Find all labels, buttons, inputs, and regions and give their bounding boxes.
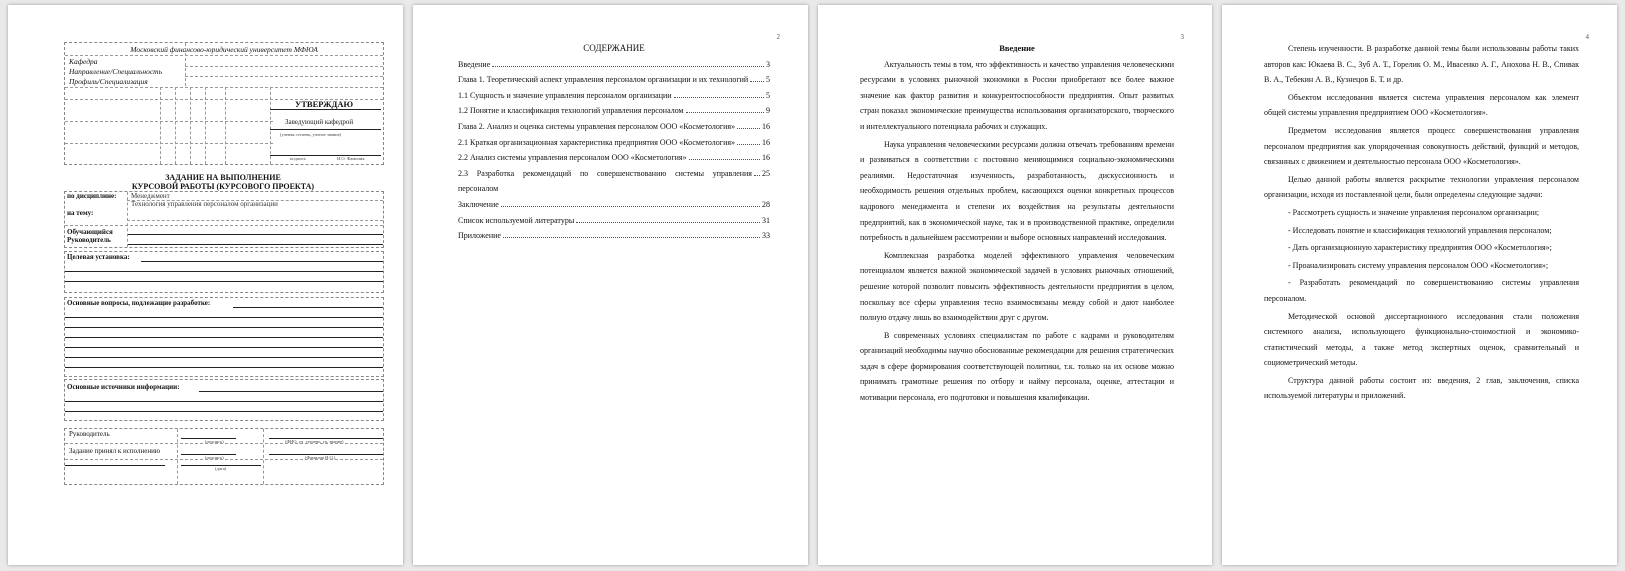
university-name: Московский финансово-юридический университет МФЮА [130,45,318,54]
toc-entry-text: 2.3 Разработка рекомендаций по совершенствованию системы управления персоналом [458,168,752,194]
toc-page-number: 25 [762,168,770,178]
toc-list [458,57,770,244]
task-item: - Дать организационную характеристику предприятия ООО «Косметология»; [1288,243,1552,253]
toc-page-number: 33 [762,231,770,241]
task-item: - Проанализировать систему управления персоналом ООО «Косметология»; [1288,260,1549,270]
paragraph: Комплексная разработка моделей эффективного управления человеческим потенциалом является важной экономической задачей в условиях рыночных отношений, решение которой позволит повысить эффективность деятельности предприятия в целом, поскольку все сферы управления тесно взаимосвязаны между собой и дают наиболее полную отдачу лишь во взаимодействии друг с другом. [860,250,1174,323]
toc-entry-text: 2.1 Краткая организационная характеристика предприятия ООО «Косметология» [458,137,736,147]
toc-entry-text: Глава 2. Анализ и оценка системы управления персоналом ООО «Косметология» [458,121,736,131]
questions-label: Основные вопросы, подлежащие разработке: [67,299,211,307]
goal-block [64,251,384,293]
fio-hint-2: (Фамилия И.О.) [305,455,336,460]
toc-leader-dots [674,97,764,98]
paragraph: Наука управления человеческими ресурсами должна отвечать требованиям времени и развиваться в соответствии с постоянно меняющимися социально-экономическими реалиями. Недостаточная изученность, разработанность, дискуссионность и необходимость решения отдельных проблем, касающихся оценки конкретных процессов кадрового менеджмента и степени их воздействия на результаты деятельности предприятий, как в экономической науке, так и в производственной практике, определили потребность в дальнейшем рассмотрении и выборе основных направлений исследования. [860,139,1174,243]
table-of-contents [458,41,770,244]
toc-entry-text: Заключение [458,199,499,209]
supervisor-label: Руководитель [67,236,111,244]
toc-entry[interactable] [458,197,770,213]
introduction-section [860,41,1174,408]
toc-leader-dots [503,237,760,238]
topic-label: на тему: [67,209,94,217]
toc-leader-dots [501,206,760,207]
task-title [64,173,382,191]
toc-leader-dots [737,144,760,145]
toc-page-number: 16 [762,153,770,163]
paragraph: Структура данной работы состоит из: введения, 2 глав, заключения, списка используемой литературы и приложений. [1264,375,1579,401]
toc-entry[interactable] [458,119,770,135]
toc-title: СОДЕРЖАНИЕ [583,43,645,53]
sig-hint-1: (подпись) [205,439,224,444]
toc-entry[interactable] [458,57,770,73]
toc-page-number: 16 [762,137,770,147]
discipline-value: Менеджмент [131,192,170,200]
toc-page-number: 31 [762,215,770,225]
toc-leader-dots [737,128,760,129]
signatures-block [64,428,384,485]
toc-leader-dots [689,159,760,160]
sources-block [64,379,384,421]
toc-entry[interactable] [458,213,770,229]
accepted-label: Задание принял к исполнению [69,447,161,455]
toc-entry-text: Глава 1. Теоретический аспект управления персоналом организации и их технологий [458,75,749,85]
document-page-4 [1222,5,1617,565]
page-number: 4 [1585,33,1589,41]
task-title-line1: ЗАДАНИЕ НА ВЫПОЛНЕНИЕ [165,173,281,182]
toc-entry[interactable] [458,88,770,104]
date-hint: (дата) [215,466,227,471]
head-of-dept-label: Заведующий кафедрой [285,118,354,126]
toc-page-number: 28 [762,199,770,209]
paragraph: Целью данной работы является раскрытие технологии управления персоналом организации, исходя из поставленной цели, были определены следующие задачи: [1264,174,1579,200]
toc-entry[interactable] [458,228,770,244]
napravlenie-label: Направление/Специальность [69,67,162,76]
toc-leader-dots [492,66,764,67]
toc-leader-dots [754,175,760,176]
sig-hint-2: (подпись) [205,455,224,460]
task-title-line2: КУРСОВОЙ РАБОТЫ (КУРСОВОГО ПРОЕКТА) [131,182,315,191]
paragraph: В современных условиях специалистам по работе с кадрами и руководителям организаций необходимы научно обоснованные рекомендации для решения стратегических задач в сфере формирования соответствующей политики, т.к. только на их основе можно принимать грамотные решения по отбору и найму персонала, оценке, аттестации и мотивации персонала, его подготовки и повышения квалификации. [860,330,1174,403]
bottom-supervisor-label: Руководитель [69,430,110,438]
degree-hint: (ученая степень, ученое звание) [280,132,342,137]
toc-entry-text: Список используемой литературы [458,215,575,225]
document-page-3 [818,5,1212,565]
task-item: - Исследовать понятие и классификация технологий управления персоналом; [1288,225,1552,235]
sources-label: Основные источники информации: [67,383,180,391]
document-page-1 [8,5,403,565]
toc-page-number: 16 [762,121,770,131]
toc-page-number: 3 [766,59,770,69]
toc-entry-text: 1.1 Сущность и значение управления персоналом организации [458,90,672,100]
toc-leader-dots [576,222,760,223]
toc-entry-text: Введение [458,59,491,69]
kafedra-label: Кафедра [69,57,98,66]
toc-leader-dots [750,81,764,82]
toc-entry-text: 2.2 Анализ системы управления персоналом ООО «Косметология» [458,153,687,163]
signature-hint: подпись [290,156,306,161]
toc-entry[interactable] [458,135,770,151]
paragraph: Степень изученности. В разработке данной темы были использованы работы таких авторов как: Юкаева В. С., Зуб А. Т., Горелик О. М., Ивасенко А. Г., Анохова Н. В., Спивак В. А., Тебекин А. В., Кузнецов Б. Т. и др. [1264,44,1579,85]
introduction-continued [1264,41,1579,406]
paragraph: Предметом исследования является процесс совершенствования управления персоналом предприятия как упорядоченная совокупность действий, функций и методов, связанных с движением и деятельностью персонала ООО «Косметология». [1264,125,1579,167]
toc-entry-text: Приложение [458,231,501,241]
toc-page-number: 5 [766,75,770,85]
goal-label: Целевая установка: [67,253,130,261]
paragraph: Методической основой диссертационного исследования стали положения системного анализа, использующего функционально-стоимостной и экономико-статистический методы, а также метод экспертных оценок, сравнительный и социометрический методы. [1264,311,1579,368]
paragraph: Объектом исследования является система управления персоналом как элемент общей системы управления предприятием ООО «Косметология». [1264,92,1579,118]
toc-entry[interactable] [458,166,770,197]
approve-label: УТВЕРЖДАЮ [295,99,354,109]
document-page-2 [413,5,808,565]
student-label: Обучающийся [67,228,113,236]
toc-entry[interactable] [458,72,770,88]
section-heading: Введение [999,43,1035,53]
questions-block [64,297,384,377]
topic-value: Технология управления персоналом организации [131,200,278,208]
page-number: 2 [776,33,780,41]
page-number: 3 [1180,33,1184,41]
name-hint: И.О. Фамилия [337,156,365,161]
toc-entry-text: 1.2 Понятие и классификация технологий управления персоналом [458,106,684,116]
discipline-block [64,191,384,248]
paragraph: Актуальность темы в том, что эффективность и качество управления человеческими ресурсами в условиях рыночной экономики в России приобретают все более важное значение как фактор развития и конкурентоспособности предприятия. Опыт развитых стран показал экономические преимущества использования организаторского, творческого и интеллектуального потенциала рабочих и служащих. [860,59,1174,131]
toc-entry[interactable] [458,103,770,119]
header-form [64,42,384,165]
task-item: - Разработать рекомендаций по совершенствованию системы управления персоналом. [1264,278,1579,303]
toc-page-number: 9 [766,106,770,116]
task-item: - Рассмотреть сущность и значение управления персоналом организации; [1288,207,1540,217]
discipline-label: по дисциплине: [67,192,117,200]
toc-entry[interactable] [458,150,770,166]
toc-page-number: 5 [766,90,770,100]
toc-leader-dots [686,112,764,113]
fio-hint-1: (ФИО, уч. степень, уч. звание) [285,439,344,444]
profil-label: Профиль/Специализация [69,77,148,86]
